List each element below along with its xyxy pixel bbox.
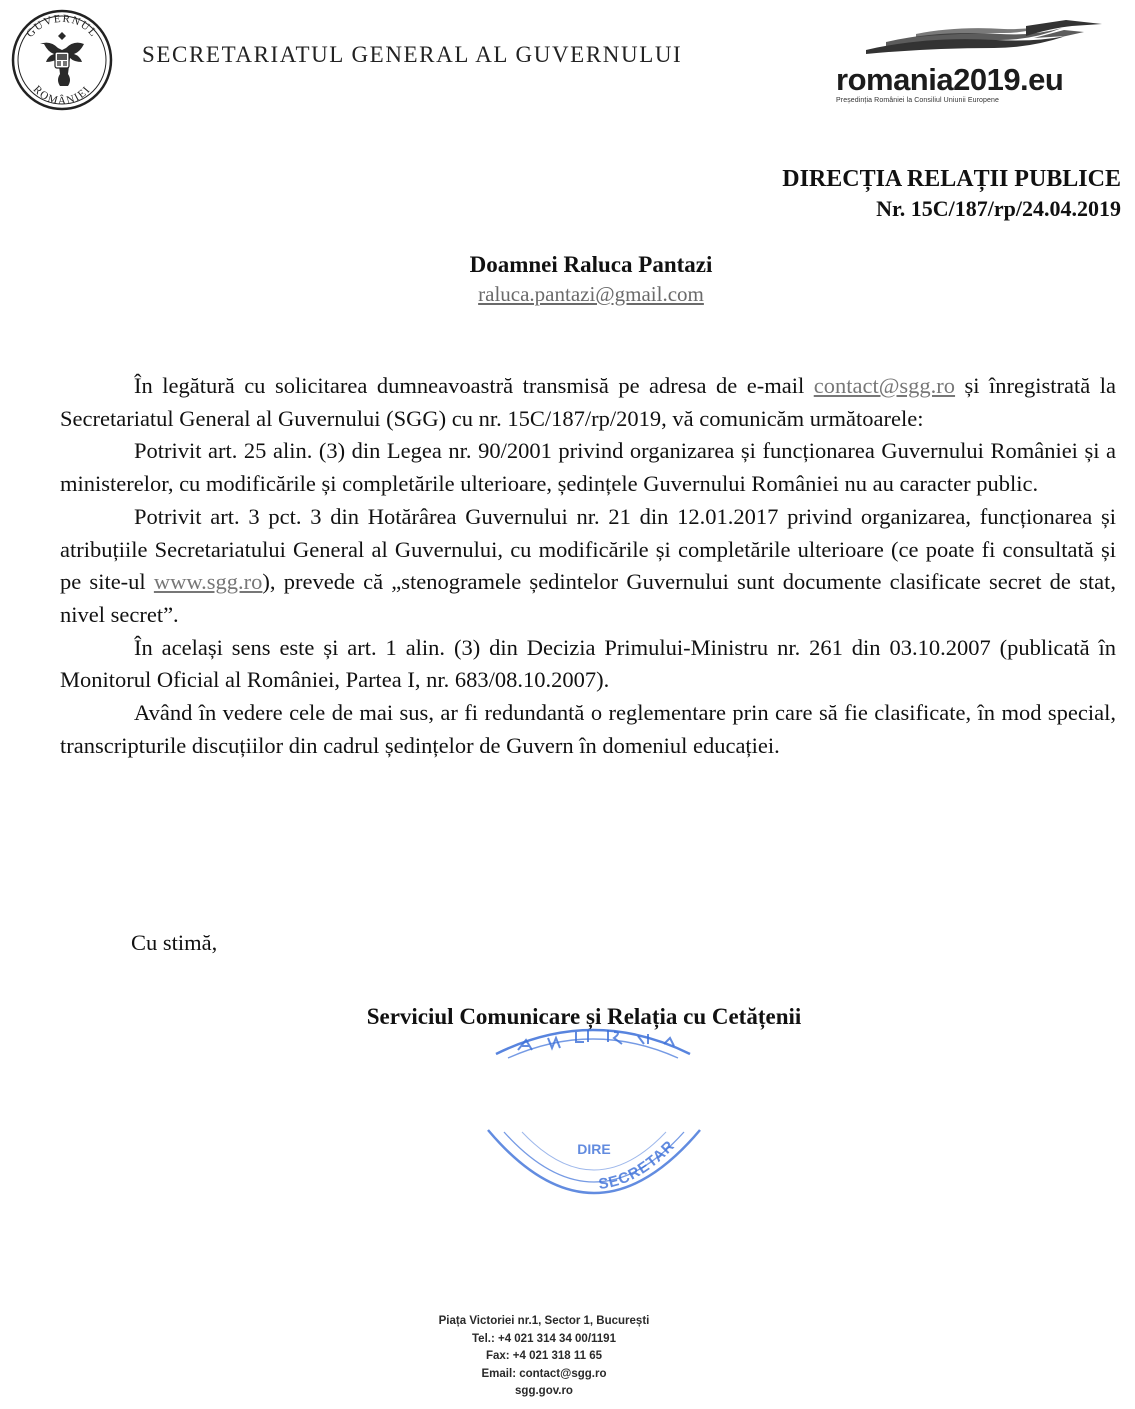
footer-email[interactable]: Email: contact@sgg.ro — [481, 1367, 607, 1380]
stamp-text-2: SECRETAR — [597, 1137, 679, 1193]
official-stamp-icon — [482, 1128, 706, 1208]
paragraph-4: În același sens este și art. 1 alin. (3) din Decizia Primului-Ministru nr. 261 din 03.10.2007 (publicată în Monitorul Oficial al României, Partea I, nr. 683/08.10.2007). — [60, 634, 1116, 693]
paragraph-3: Potrivit art. 3 pct. 3 din Hotărârea Guvernului nr. 21 din 12.01.2017 privind organizarea, funcționarea și atribuțiile Secretariatului General al Guvernului, cu modificările și completările ulterioare (ce poate fi consultată și pe site-ul www.sgg.ro), prevede că „stenogramele ședintelor Guvernului sunt documente clasificate secret de stat, nivel secret”. — [60, 503, 1116, 627]
addressee-email[interactable] — [0, 282, 1135, 307]
footer-contact — [0, 1313, 1088, 1401]
website-link[interactable]: www.sgg.ro — [153, 569, 263, 595]
institution-name: SECRETARIATUL GENERAL AL GUVERNULUI — [142, 42, 683, 67]
seal-text-top: GUVERNUL — [24, 12, 100, 40]
addressee-name: Doamnei Raluca Pantazi — [469, 252, 713, 277]
presidency-logo — [832, 20, 1102, 110]
registration-number: Nr. 15C/187/rp/24.04.2019 — [876, 196, 1121, 221]
department-heading: DIRECȚIA RELAȚII PUBLICE — [782, 166, 1121, 192]
footer-site[interactable]: sgg.gov.ro — [515, 1385, 573, 1398]
letter-body — [60, 370, 1116, 762]
footer-tel: Tel.: +4 021 314 34 00/1191 — [472, 1332, 616, 1345]
presidency-brand: romania2019.eu — [836, 62, 1064, 97]
paragraph-2: Potrivit art. 25 alin. (3) din Legea nr. 90/2001 privind organizarea și funcționarea Guvernului României și a ministerelor, cu modificările și completările ulterioare, ședințele Guvernului României nu au caracter public. — [60, 438, 1116, 497]
paragraph-5: Având în vedere cele de mai sus, ar fi redundantă o reglementare prin care să fie clasificate, în mod special, transcripturile discuțiilor din cadrul ședințelor de Guvern în domeniul educației. — [60, 700, 1116, 758]
stamp-text-1: DIRE — [577, 1141, 611, 1157]
paragraph-1: În legătură cu solicitarea dumneavoastră transmisă pe adresa de e-mail contact@sgg.ro și înregistrată la Secretariatul General al Guvernului (SGG) cu nr. 15C/187/rp/2019, vă comunicăm următoarele: — [60, 373, 1117, 431]
seal-text-bottom: ROMÂNIEI — [30, 83, 94, 108]
footer-address: Piața Victoriei nr.1, Sector 1, București — [438, 1315, 650, 1327]
signature-department: Serviciul Comunicare și Relația cu Cetățenii — [366, 1004, 802, 1029]
closing-salutation: Cu stimă, — [131, 930, 218, 955]
wave-logo-icon — [856, 20, 1102, 62]
stamp-top-icon — [488, 1024, 698, 1060]
presidency-tagline: Președinția României la Consiliul Uniunii Europene — [836, 97, 999, 104]
contact-email-link[interactable]: contact@sgg.ro — [813, 373, 956, 398]
government-seal-icon — [2, 8, 122, 112]
footer-fax: Fax: +4 021 318 11 65 — [485, 1350, 603, 1363]
addressee-email-link[interactable]: raluca.pantazi@gmail.com — [478, 282, 704, 306]
